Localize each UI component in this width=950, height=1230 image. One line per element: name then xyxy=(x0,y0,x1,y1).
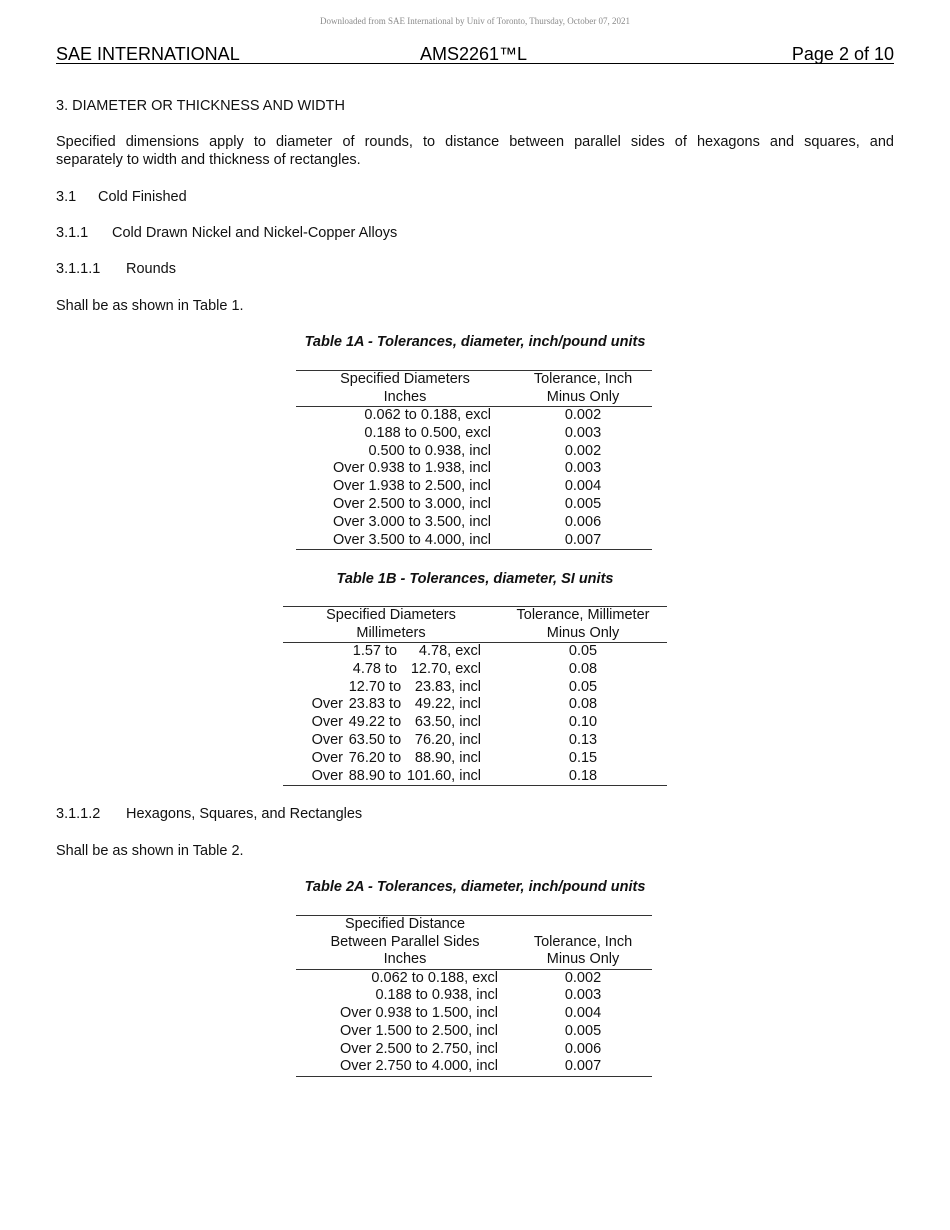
header-page-number: Page 2 of 10 xyxy=(791,44,894,64)
tolerance-cell: 0.002 xyxy=(564,969,602,986)
table-row xyxy=(296,443,652,461)
section-3-1-number: 3.1 xyxy=(56,189,77,205)
hexagons-reference-text: Shall be as shown in Table 2. xyxy=(56,843,244,859)
section-3-para-line1: Specified dimensions apply to diameter of rounds, to distance between parallel sides of hexagons and squares, and xyxy=(56,134,894,150)
table-1a-header xyxy=(296,371,652,407)
range-cell: Over 1.500 to 2.500, incl xyxy=(340,1022,498,1039)
table-2a-caption: Table 2A - Tolerances, diameter, inch/pound units xyxy=(304,879,646,895)
range-prefix: Over xyxy=(311,767,348,784)
table-1b-header xyxy=(283,607,667,643)
range-cell: Over 1.938 to 2.500, incl xyxy=(333,478,491,495)
table-1a-col2-header-line2: Minus Only xyxy=(546,388,620,405)
range-cell: 0.500 to 0.938, incl xyxy=(368,442,491,459)
tolerance-cell: 0.15 xyxy=(568,749,598,766)
tolerance-cell: 0.004 xyxy=(564,1005,602,1022)
table-row xyxy=(296,425,652,443)
header-org: SAE INTERNATIONAL xyxy=(56,44,240,64)
range-cell: Over 3.500 to 4.000, incl xyxy=(333,531,491,548)
tolerance-cell: 0.08 xyxy=(568,696,598,713)
tolerance-cell: 0.004 xyxy=(564,478,602,495)
tolerance-cell: 0.05 xyxy=(568,643,598,659)
table-row xyxy=(283,643,667,661)
range-suffix: , incl xyxy=(451,731,481,748)
range-cell: Over 3.000 to 3.500, incl xyxy=(333,513,491,530)
header-rule xyxy=(56,63,894,64)
range-prefix: Over xyxy=(311,731,348,748)
section-3-para-line2: separately to width and thickness of rectangles. xyxy=(56,152,361,168)
table-1a-col1-header-line2: Inches xyxy=(383,388,427,405)
range-suffix: , excl xyxy=(447,643,481,659)
section-3-1-1-1-title: Rounds xyxy=(126,261,176,277)
table-row xyxy=(296,478,652,496)
tolerance-cell: 0.005 xyxy=(564,1022,602,1039)
tolerance-cell: 0.13 xyxy=(568,731,598,748)
table-2a xyxy=(296,915,652,1077)
section-3-1-1-2-title: Hexagons, Squares, and Rectangles xyxy=(126,806,363,822)
table-row xyxy=(296,532,652,550)
table-row xyxy=(296,1023,652,1041)
table-1b-col2-header-line2: Minus Only xyxy=(546,624,620,641)
range-low: 4.78 xyxy=(352,660,381,677)
section-3-heading: 3. DIAMETER OR THICKNESS AND WIDTH xyxy=(56,98,345,114)
range-low: 12.70 xyxy=(348,678,386,695)
table-row xyxy=(283,696,667,714)
table-2a-col1-header-line3: Inches xyxy=(383,951,427,967)
range-cell: Over 88.90 to 101.60, incl xyxy=(311,767,481,784)
table-row xyxy=(296,1041,652,1059)
range-cell: Over 49.22 to 63.50, incl xyxy=(311,714,481,731)
table-row xyxy=(296,460,652,478)
range-high: 23.83 xyxy=(414,678,452,695)
range-cell: Over 76.20 to 88.90, incl xyxy=(311,749,481,766)
table-2a-body xyxy=(296,970,652,1077)
tolerance-cell: 0.003 xyxy=(564,424,602,441)
tolerance-cell: 0.003 xyxy=(564,987,602,1004)
range-suffix: , incl xyxy=(451,714,481,731)
range-cell: 1.57 to 4.78, excl xyxy=(283,643,499,661)
tolerance-cell: 0.003 xyxy=(564,460,602,477)
tolerance-cell: 0.002 xyxy=(564,442,602,459)
range-low: 88.90 xyxy=(348,767,386,784)
range-cell: Over 2.750 to 4.000, incl xyxy=(340,1058,498,1075)
range-high: 88.90 xyxy=(414,749,452,766)
table-row xyxy=(283,714,667,732)
range-cell: Over 0.938 to 1.938, incl xyxy=(333,460,491,477)
tolerance-cell: 0.005 xyxy=(564,495,602,512)
section-3-1-1-1-number: 3.1.1.1 xyxy=(56,261,101,277)
table-1b-col2-header-line1: Tolerance, Millimeter xyxy=(516,607,650,623)
table-1b-col1-header-line1: Specified Diameters xyxy=(326,607,456,623)
tolerance-cell: 0.08 xyxy=(568,660,598,677)
table-1b-col1-header-line2: Millimeters xyxy=(356,624,426,641)
table-2a-col2-header-line1: Tolerance, Inch xyxy=(533,933,633,950)
table-row xyxy=(283,661,667,679)
download-watermark: Downloaded from SAE International by Univ of Toronto, Thursday, October 07, 2021 xyxy=(320,16,630,26)
table-1b-body xyxy=(283,643,667,785)
section-3-1-1-number: 3.1.1 xyxy=(56,225,89,241)
range-cell: 0.188 to 0.500, excl xyxy=(364,424,491,441)
range-cell: 0.188 to 0.938, incl xyxy=(375,987,498,1004)
table-row xyxy=(296,970,652,988)
range-high: 49.22 xyxy=(414,696,452,713)
table-1a xyxy=(296,370,652,550)
table-row xyxy=(296,496,652,514)
table-2a-col2-header-line2: Minus Only xyxy=(546,951,620,967)
range-cell: 0.062 to 0.188, excl xyxy=(364,407,491,423)
table-1b-caption: Table 1B - Tolerances, diameter, SI units xyxy=(336,571,614,587)
table-2a-col1-header-line2: Between Parallel Sides xyxy=(330,933,480,950)
range-suffix: , incl xyxy=(451,749,481,766)
table-1a-caption: Table 1A - Tolerances, diameter, inch/pound units xyxy=(304,334,646,350)
range-prefix: Over xyxy=(311,696,348,713)
section-3-1-1-2-number: 3.1.1.2 xyxy=(56,806,101,822)
range-suffix: , incl xyxy=(451,696,481,713)
range-high: 12.70 xyxy=(410,660,448,677)
table-row xyxy=(296,1058,652,1076)
table-1a-body xyxy=(296,407,652,549)
range-cell: Over 2.500 to 3.000, incl xyxy=(333,495,491,512)
range-prefix: Over xyxy=(311,749,348,766)
tolerance-cell: 0.007 xyxy=(564,1058,602,1075)
range-cell: Over 2.500 to 2.750, incl xyxy=(340,1040,498,1057)
range-low: 49.22 xyxy=(348,714,386,731)
range-suffix: , incl xyxy=(451,678,481,695)
range-prefix: Over xyxy=(311,714,348,731)
range-low: 1.57 xyxy=(352,643,381,659)
range-cell: Over 63.50 to 76.20, incl xyxy=(311,731,481,748)
tolerance-cell: 0.006 xyxy=(564,513,602,530)
range-low: 63.50 xyxy=(348,731,386,748)
range-high: 4.78 xyxy=(418,643,448,659)
section-3-1-title: Cold Finished xyxy=(98,189,187,205)
table-row xyxy=(296,1005,652,1023)
table-row xyxy=(283,750,667,768)
header-doc-number: AMS2261™L xyxy=(420,44,528,64)
range-cell: 0.062 to 0.188, excl xyxy=(371,969,498,986)
range-suffix: , incl xyxy=(451,767,481,784)
table-2a-col1-header-line1: Specified Distance xyxy=(344,916,466,932)
range-cell: Over 23.83 to 49.22, incl xyxy=(311,696,481,713)
table-1a-col1-header-line1: Specified Diameters xyxy=(340,371,470,387)
table-row xyxy=(296,987,652,1005)
range-high: 63.50 xyxy=(414,714,452,731)
tolerance-cell: 0.006 xyxy=(564,1040,602,1057)
tolerance-cell: 0.002 xyxy=(564,407,602,423)
range-high: 76.20 xyxy=(414,731,452,748)
table-row xyxy=(296,514,652,532)
tolerance-cell: 0.18 xyxy=(568,767,598,784)
table-2a-header xyxy=(296,916,652,970)
table-row xyxy=(283,768,667,786)
range-cell: Over 0.938 to 1.500, incl xyxy=(340,1005,498,1022)
section-3-1-1-title: Cold Drawn Nickel and Nickel-Copper Alloys xyxy=(112,225,398,241)
range-high: 101.60 xyxy=(406,767,452,784)
rounds-reference-text: Shall be as shown in Table 1. xyxy=(56,298,244,314)
range-cell: 12.70 to 23.83, incl xyxy=(348,678,481,695)
table-1a-col2-header-line1: Tolerance, Inch xyxy=(533,371,633,387)
tolerance-cell: 0.05 xyxy=(568,678,598,695)
range-low: 23.83 xyxy=(348,696,386,713)
tolerance-cell: 0.007 xyxy=(564,531,602,548)
table-1b xyxy=(283,606,667,786)
tolerance-cell: 0.10 xyxy=(568,714,598,731)
table-row xyxy=(283,679,667,697)
table-row xyxy=(283,732,667,750)
table-row xyxy=(296,407,652,425)
range-suffix: , excl xyxy=(447,660,481,677)
range-low: 76.20 xyxy=(348,749,386,766)
range-cell: 4.78 to 12.70, excl xyxy=(283,661,499,679)
